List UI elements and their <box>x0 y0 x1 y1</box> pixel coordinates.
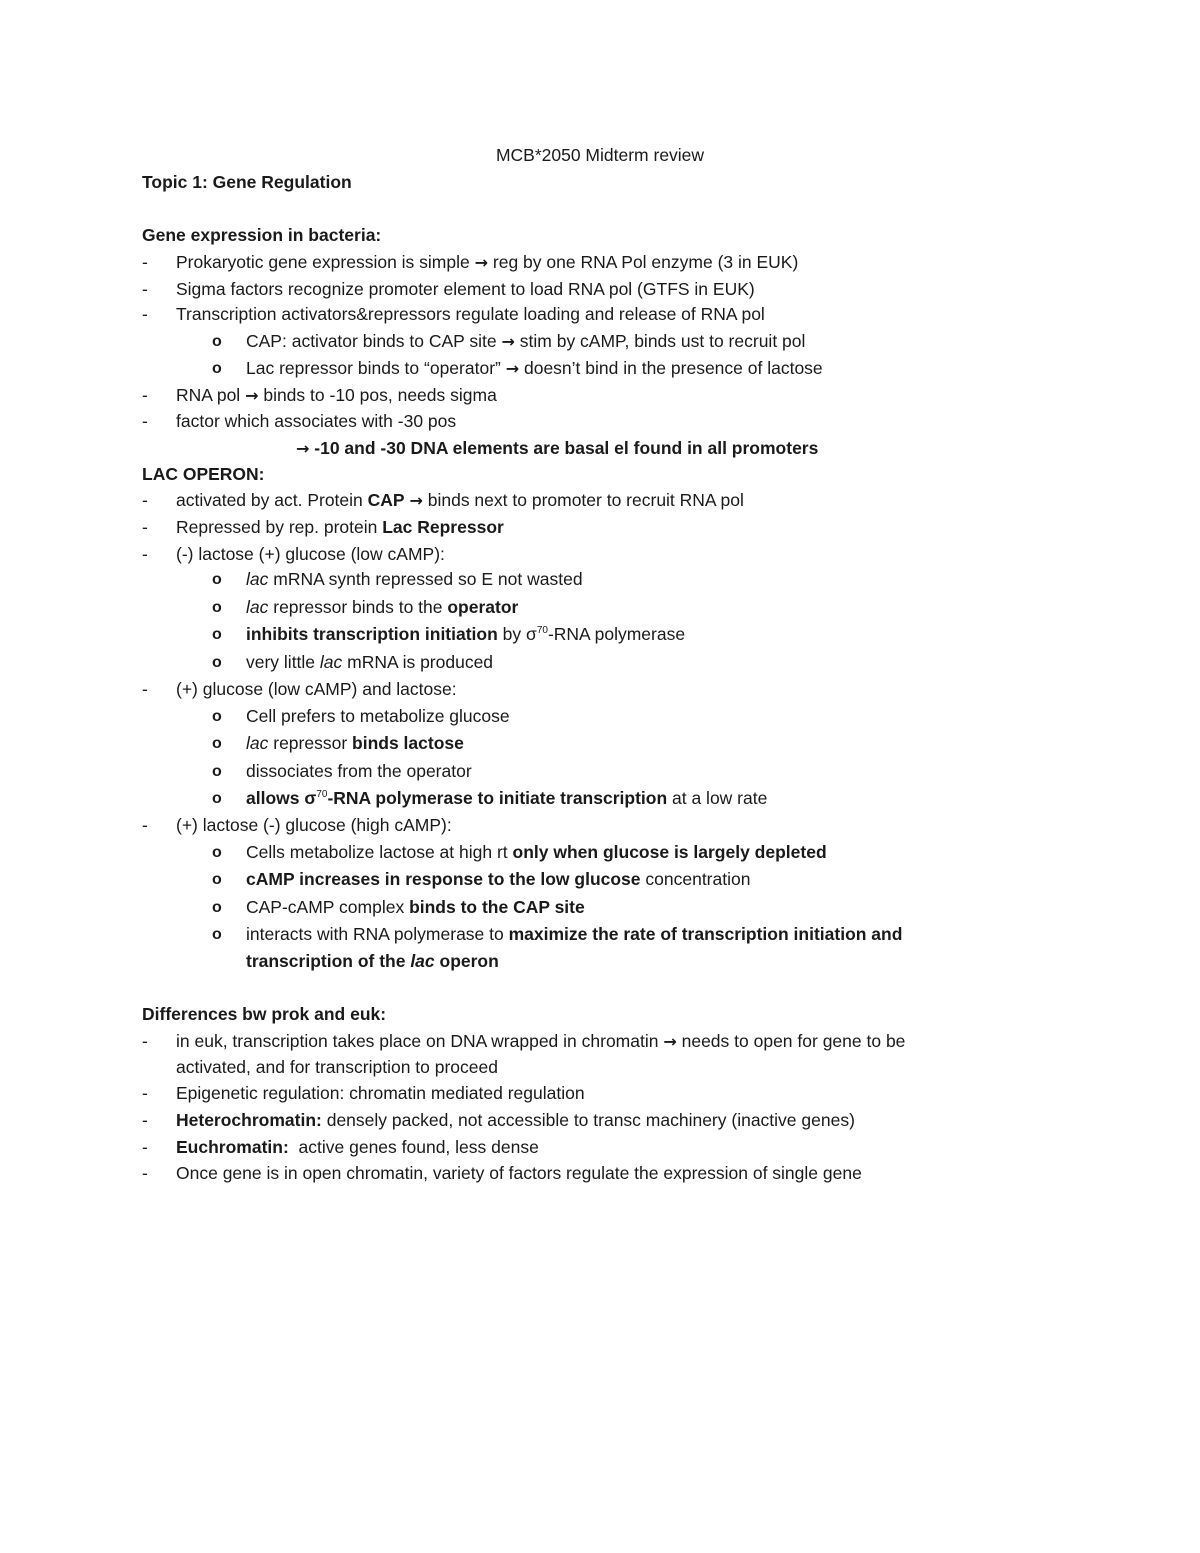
list-item <box>0 541 1200 568</box>
superscript: 70 <box>536 625 548 636</box>
arrow-icon: → <box>474 253 489 272</box>
dash-marker: - <box>142 517 148 537</box>
dash-marker: - <box>142 411 148 431</box>
bullet-marker: o <box>212 599 222 616</box>
text-span: repressor <box>268 733 353 753</box>
bullet-marker: o <box>212 333 222 350</box>
dash-marker: - <box>142 679 148 699</box>
text-span: Repressed by rep. protein <box>176 517 383 537</box>
dash-marker: - <box>142 304 148 324</box>
sub-list-item <box>0 730 1200 757</box>
text-span: -10 and -30 DNA elements are basal el found in all promoters <box>309 438 819 458</box>
bold-span: operon <box>434 951 499 971</box>
bullet-marker: o <box>212 926 222 943</box>
italic-span: lac <box>410 951 435 971</box>
arrow-icon: → <box>501 332 515 351</box>
bold-span: only when glucose is largely depleted <box>512 842 827 862</box>
list-item-continuation <box>0 1054 1200 1081</box>
dash-marker: - <box>142 1137 148 1157</box>
list-item <box>0 676 1200 703</box>
sub-list-item <box>0 758 1200 785</box>
bullet-marker: o <box>212 844 222 861</box>
sub-list-item-text <box>246 328 805 355</box>
list-item-text: factor which associates with -30 pos <box>176 411 457 431</box>
bold-span: inhibits transcription initiation <box>246 624 498 644</box>
list-item-text: Once gene is in open chromatin, variety of factors regulate the expression of single gene <box>176 1163 862 1183</box>
sub-list-item-text <box>246 785 767 812</box>
dash-marker: - <box>142 252 148 272</box>
text-span: binds next to promoter to recruit RNA pol <box>422 490 744 510</box>
dash-marker: - <box>142 815 148 835</box>
section-2-heading-line <box>0 461 1200 488</box>
text-span: binds to -10 pos, needs sigma <box>258 385 497 405</box>
bold-span: CAP <box>367 490 405 510</box>
sub-list-item <box>0 594 1200 621</box>
list-item-text: Transcription activators&repressors regulate loading and release of RNA pol <box>176 304 765 324</box>
bullet-marker: o <box>212 763 222 780</box>
arrow-icon: → <box>245 386 259 405</box>
arrow-icon: → <box>505 359 520 378</box>
bold-span: Euchromatin: <box>176 1137 289 1157</box>
text-span: Lac repressor binds to “operator” <box>246 358 506 378</box>
list-item-text: (+) lactose (-) glucose (high cAMP): <box>176 815 452 835</box>
sub-list-item-text <box>246 594 518 621</box>
list-item-text <box>176 249 798 276</box>
list-item <box>0 382 1200 409</box>
bullet-marker: o <box>212 735 222 752</box>
list-item <box>0 1134 1200 1161</box>
section-1-heading-line <box>0 222 1200 249</box>
bold-span: allows σ <box>246 788 317 808</box>
conclusion-line <box>0 435 1200 462</box>
text-span: Cells metabolize lactose at high rt <box>246 842 513 862</box>
list-item <box>0 301 1200 328</box>
bullet-marker: o <box>212 871 222 888</box>
sub-list-item-text <box>246 948 499 975</box>
italic-span: lac <box>319 652 343 672</box>
sub-list-item <box>0 866 1200 893</box>
text-span: interacts with RNA polymerase to <box>246 924 509 944</box>
list-item-text: (+) glucose (low cAMP) and lactose: <box>176 679 457 699</box>
list-item <box>0 812 1200 839</box>
text-span: mRNA is produced <box>342 652 494 672</box>
sub-list-item-text <box>246 866 750 893</box>
list-item <box>0 408 1200 435</box>
topic-heading-line <box>0 169 1200 196</box>
sub-list-item-text <box>246 621 685 648</box>
conclusion-text <box>296 435 818 462</box>
arrow-icon: → <box>409 491 423 510</box>
list-item-text <box>176 1107 855 1134</box>
text-span: stim by cAMP, binds ust to recruit pol <box>514 331 806 351</box>
bullet-marker: o <box>212 899 222 916</box>
text-span: CAP-cAMP complex <box>246 897 410 917</box>
list-item-text <box>176 1028 905 1055</box>
italic-span: lac <box>246 733 269 753</box>
section-3-heading: Differences bw prok and euk: <box>142 1004 387 1024</box>
text-span: CAP: activator binds to CAP site <box>246 331 502 351</box>
bullet-marker: o <box>212 708 222 725</box>
sub-list-item <box>0 703 1200 730</box>
section-1-heading: Gene expression in bacteria: <box>142 225 382 245</box>
sub-list-item <box>0 649 1200 676</box>
list-item-text: (-) lactose (+) glucose (low cAMP): <box>176 544 445 564</box>
sub-list-item-text <box>246 730 464 757</box>
bold-span: maximize the rate of transcription initiation and <box>508 924 903 944</box>
bold-span: cAMP increases in response to the low glucose <box>246 869 641 889</box>
bold-span: binds lactose <box>352 733 464 753</box>
bullet-marker: o <box>212 360 222 377</box>
sub-list-item-text <box>246 921 902 948</box>
list-item <box>0 249 1200 276</box>
sub-list-item-text <box>246 355 823 382</box>
bullet-marker: o <box>212 626 222 643</box>
section-3-heading-line <box>0 1001 1200 1028</box>
text-span: at a low rate <box>667 788 768 808</box>
section-2-heading: LAC OPERON: <box>142 464 265 484</box>
text-span: Prokaryotic gene expression is simple <box>176 252 475 272</box>
dash-marker: - <box>142 1110 148 1130</box>
sub-list-item-text <box>246 839 827 866</box>
text-span: in euk, transcription takes place on DNA wrapped in chromatin <box>176 1031 664 1051</box>
text-span: RNA pol <box>176 385 246 405</box>
bullet-marker: o <box>212 790 222 807</box>
sub-list-item <box>0 328 1200 355</box>
text-span: by σ <box>497 624 537 644</box>
bullet-marker: o <box>212 654 222 671</box>
text-span: mRNA synth repressed so E not wasted <box>268 569 583 589</box>
sub-list-item <box>0 839 1200 866</box>
text-span: doesn’t bind in the presence of lactose <box>519 358 823 378</box>
list-item <box>0 276 1200 303</box>
list-item <box>0 1028 1200 1055</box>
sub-list-item <box>0 355 1200 382</box>
dash-marker: - <box>142 1163 148 1183</box>
list-item-text: activated, and for transcription to proceed <box>176 1057 498 1077</box>
arrow-icon: → <box>296 439 310 458</box>
bold-span: Heterochromatin: <box>176 1110 322 1130</box>
sub-list-item-text <box>246 649 493 676</box>
text-span: very little <box>246 652 320 672</box>
text-span: concentration <box>640 869 751 889</box>
bold-span: binds to the CAP site <box>409 897 585 917</box>
list-item <box>0 1107 1200 1134</box>
bold-span: Lac Repressor <box>382 517 504 537</box>
dash-marker: - <box>142 279 148 299</box>
list-item <box>0 1160 1200 1187</box>
text-span: reg by one RNA Pol enzyme (3 in EUK) <box>488 252 799 272</box>
italic-span: lac <box>246 569 269 589</box>
bold-span: transcription of the <box>246 951 411 971</box>
list-item-text <box>176 487 744 514</box>
list-item-text <box>176 1134 539 1161</box>
sub-list-item <box>0 785 1200 812</box>
list-item-text: Sigma factors recognize promoter element to load RNA pol (GTFS in EUK) <box>176 279 755 299</box>
dash-marker: - <box>142 385 148 405</box>
text-span: -RNA polymerase <box>547 624 686 644</box>
list-item-text <box>176 514 504 541</box>
list-item-text <box>176 382 497 409</box>
sub-list-item-text: dissociates from the operator <box>246 761 472 781</box>
sub-list-item <box>0 621 1200 648</box>
dash-marker: - <box>142 490 148 510</box>
list-item <box>0 514 1200 541</box>
sub-list-item <box>0 566 1200 593</box>
document-title: MCB*2050 Midterm review <box>495 145 705 165</box>
bold-span: -RNA polymerase to initiate transcription <box>327 788 668 808</box>
arrow-icon: → <box>663 1032 677 1051</box>
text-span: repressor binds to the <box>268 597 448 617</box>
sub-list-item-text: Cell prefers to metabolize glucose <box>246 706 510 726</box>
sub-list-item-text <box>246 566 583 593</box>
bold-span: operator <box>447 597 519 617</box>
list-item <box>0 1080 1200 1107</box>
sub-list-item <box>0 921 1200 948</box>
superscript: 70 <box>316 789 328 800</box>
text-span: active genes found, less dense <box>288 1137 539 1157</box>
text-span: needs to open for gene to be <box>676 1031 906 1051</box>
sub-list-item <box>0 894 1200 921</box>
topic-heading: Topic 1: Gene Regulation <box>142 172 352 192</box>
dash-marker: - <box>142 1083 148 1103</box>
dash-marker: - <box>142 544 148 564</box>
sub-list-item-text <box>246 894 585 921</box>
text-span: densely packed, not accessible to transc machinery (inactive genes) <box>321 1110 855 1130</box>
italic-span: lac <box>246 597 269 617</box>
dash-marker: - <box>142 1031 148 1051</box>
text-span: activated by act. Protein <box>176 490 368 510</box>
list-item <box>0 487 1200 514</box>
bullet-marker: o <box>212 571 222 588</box>
sub-list-item-continuation <box>0 948 1200 975</box>
list-item-text: Epigenetic regulation: chromatin mediated regulation <box>176 1083 585 1103</box>
